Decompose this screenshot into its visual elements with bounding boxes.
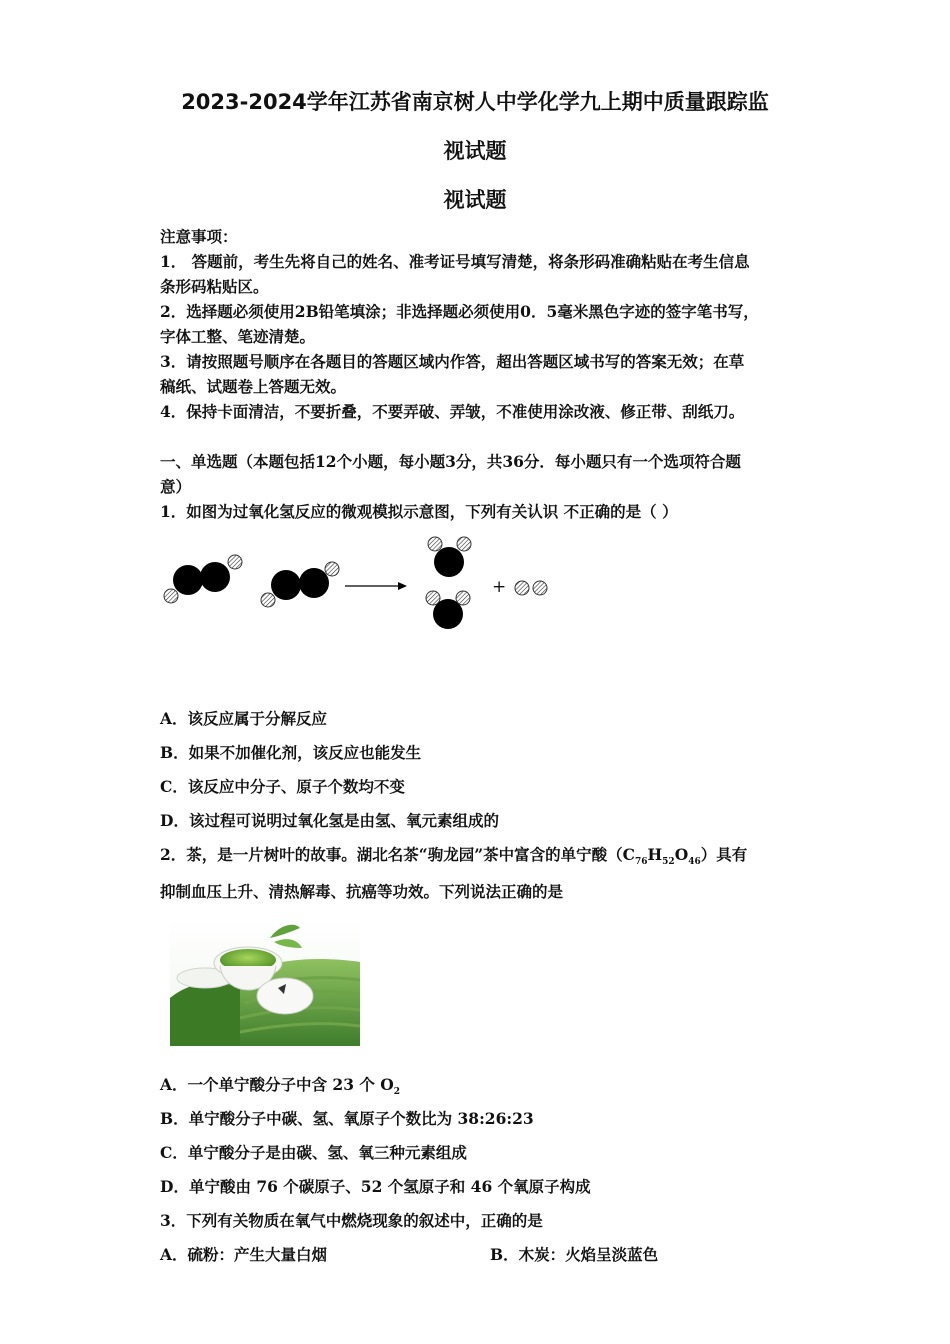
hydrogen-peroxide-molecule — [164, 555, 242, 603]
tea-illustration — [170, 918, 360, 1046]
reaction-diagram — [155, 530, 575, 640]
question-3-option-a: A．硫粉：产生大量白烟 — [160, 1245, 328, 1264]
question-2-option-d: D．单宁酸由 76 个碳原子、52 个氢原子和 46 个氧原子构成 — [160, 1177, 591, 1196]
water-molecule — [428, 537, 471, 577]
notice-heading: 注意事项： — [160, 227, 238, 246]
question-1-option-d: D．该过程可说明过氧化氢是由氢、氧元素组成的 — [160, 811, 499, 830]
tannic-acid-formula: $C_{76}H_{52}O_{46}$ — [622, 845, 701, 868]
notice-line: 条形码粘贴区。 — [160, 277, 269, 296]
question-2-option-c: C．单宁酸分子是由碳、氢、氧三种元素组成 — [160, 1143, 467, 1162]
question-1-option-b: B．如果不加催化剂，该反应也能发生 — [160, 743, 422, 762]
hydrogen-peroxide-molecule — [261, 562, 339, 607]
question-3-option-b: B．木炭：火焰呈淡蓝色 — [490, 1245, 659, 1264]
question-2-option-b: B．单宁酸分子中碳、氢、氧原子个数比为 38:26:23 — [160, 1109, 534, 1128]
page-subtitle: 视试题 — [443, 188, 507, 212]
question-2-stem: 2．茶，是一片树叶的故事。湖北名茶“驹龙园”茶中富含的单宁酸$(C_{76}H_{52}O_{46})$具有 — [160, 845, 748, 868]
plus-sign: + — [492, 577, 507, 597]
notice-line: 稿纸、试题卷上答题无效。 — [160, 377, 347, 396]
section-heading: 一、单选题（本题包括12个小题，每小题3分，共36分．每小题只有一个选项符合题 — [160, 452, 741, 471]
reaction-arrow — [345, 582, 407, 590]
question-3-stem: 3．下列有关物质在氧气中燃烧现象的叙述中，正确的是 — [160, 1211, 543, 1230]
notice-line: 2．选择题必须使用2B铅笔填涂；非选择题必须使用0．5毫米黑色字迹的签字笔书写， — [160, 302, 759, 321]
water-molecule — [426, 591, 470, 629]
notice-line: 1． 答题前，考生先将自己的姓名、准考证号填写清楚，将条形码准确粘贴在考生信息 — [160, 252, 750, 271]
page-title: 2023-2024学年江苏省南京树人中学化学九上期中质量跟踪监 — [181, 90, 769, 114]
question-2-option-a: A．一个单宁酸分子中含 23 个 $O_2$ — [160, 1075, 401, 1098]
question-1-stem: 1．如图为过氧化氢反应的微观模拟示意图，下列有关认识 不正确的是（ ） — [160, 502, 678, 521]
notice-line: 4．保持卡面清洁，不要折叠，不要弄破、弄皱，不准使用涂改液、修正带、刮纸刀。 — [160, 402, 745, 421]
section-heading-cont: 意） — [160, 477, 192, 496]
question-2-stem-cont: 抑制血压上升、清热解毒、抗癌等功效。下列说法正确的是 — [160, 882, 564, 901]
page-title-cont: 视试题 — [443, 139, 507, 163]
question-1-option-a: A．该反应属于分解反应 — [160, 709, 328, 728]
oxygen-molecule — [515, 581, 547, 595]
notice-line: 3．请按照题号顺序在各题目的答题区域内作答，超出答题区域书写的答案无效；在草 — [160, 352, 745, 371]
notice-line: 字体工整、笔迹清楚。 — [160, 327, 316, 346]
question-1-option-c: C．该反应中分子、原子个数均不变 — [160, 777, 405, 796]
